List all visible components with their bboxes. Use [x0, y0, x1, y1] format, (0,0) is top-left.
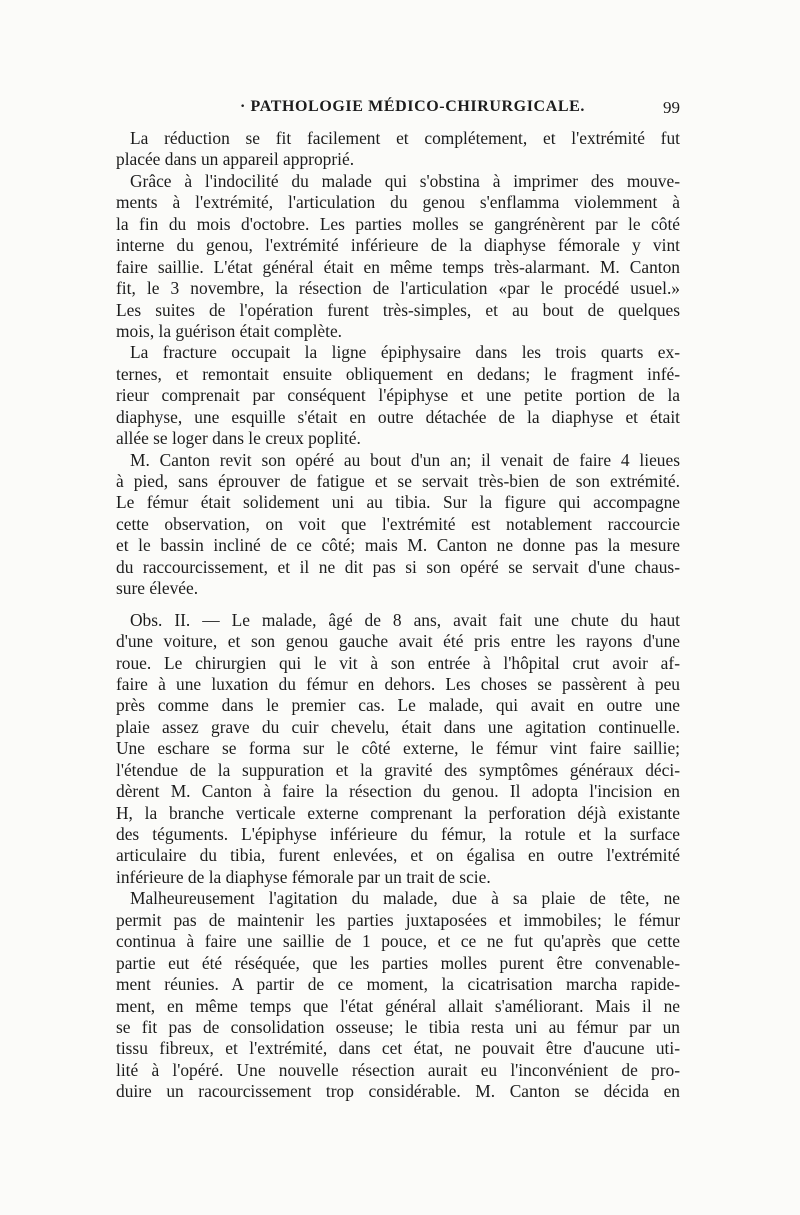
text-line: des téguments. L'épiphyse inférieure du fémur, la rotule et la surface: [116, 824, 680, 844]
text-line: H, la branche verticale externe comprenant la perforation déjà existante: [116, 802, 680, 823]
text-line: La réduction se fit facilement et complétement, et l'extrémité fut: [130, 128, 680, 148]
text-line: et le bassin incliné de ce côté; mais M. Canton ne donne pas la mesure: [116, 535, 680, 556]
text-line: rieur comprenait par conséquent l'épiphyse et une petite portion de la: [116, 385, 680, 406]
paragraph-malheureusement: [116, 888, 680, 1102]
text-line: mois, la guérison était complète.: [116, 320, 343, 341]
text-line: duire un racourcissement trop considérable. M. Canton se décida en: [116, 1081, 680, 1102]
text-line: roue. Le chirurgien qui le vit à son entrée à l'hôpital crut avoir af-: [116, 652, 680, 673]
text-line: du raccourcissement, et il ne dit pas si son opéré se servait d'une chaus-: [116, 556, 680, 577]
text-line: Les suites de l'opération furent très-simples, et au bout de quelques: [116, 299, 680, 320]
paragraph-indocilite: [116, 171, 680, 343]
text-line: Malheureusement l'agitation du malade, due à sa plaie de tête, ne: [130, 888, 680, 909]
body-text: [116, 128, 680, 1103]
page-number: 99: [663, 98, 680, 117]
text-line: ments à l'extrémité, l'articulation du genou s'enflamma violemment à: [116, 192, 680, 213]
text-line: ment réunies. A partir de ce moment, la cicatrisation marcha rapide-: [116, 974, 680, 995]
paragraph-revit: [116, 450, 680, 600]
text-line: faire saillie. L'état général était en même temps très-alarmant. M. Canton: [116, 256, 680, 277]
text-line: Le fémur était solidement uni au tibia. Sur la figure qui accompagne: [116, 492, 680, 513]
text-line: cette observation, on voit que l'extrémité est notablement raccourcie: [116, 513, 680, 534]
text-line: ment, en même temps que l'état général allait s'améliorant. Mais il ne: [116, 995, 680, 1016]
paragraph-obs-2: [116, 610, 680, 889]
text-line: la fin du mois d'octobre. Les parties molles se gangrénèrent par le côté: [116, 213, 680, 234]
text-line: dèrent M. Canton à faire la résection du genou. Il adopta l'incision en: [116, 781, 680, 802]
text-line: Grâce à l'indocilité du malade qui s'obstina à imprimer des mouve-: [130, 170, 680, 191]
section-gap: [116, 600, 680, 610]
text-line: allée se loger dans le creux poplité.: [116, 428, 361, 449]
text-line: interne du genou, l'extrémité inférieure de la diaphyse fémorale y vint: [116, 235, 680, 256]
text-line: ternes, et remontait ensuite obliquement en dedans; le fragment infé-: [116, 363, 680, 384]
paragraph-fracture: [116, 342, 680, 449]
text-line: plaie assez grave du cuir chevelu, était dans une agitation continuelle.: [116, 716, 680, 737]
text-line: La fracture occupait la ligne épiphysaire dans les trois quarts ex-: [130, 342, 680, 363]
text-line: lité à l'opéré. Une nouvelle résection aurait eu l'inconvénient de pro-: [116, 1059, 680, 1080]
text-line: Obs. II. — Le malade, âgé de 8 ans, avait fait une chute du haut: [130, 609, 680, 630]
text-line: faire à une luxation du fémur en dehors. Les choses se passèrent à peu: [116, 673, 680, 694]
text-line: l'étendue de la suppuration et la gravité des symptômes généraux déci-: [116, 759, 680, 780]
text-line: continua à faire une saillie de 1 pouce, et ce ne fut qu'après que cette: [116, 931, 680, 952]
text-line: sure élevée.: [116, 578, 199, 599]
text-line: à pied, sans éprouver de fatigue et se servait très-bien de son extrémité.: [116, 471, 680, 491]
text-line: permit pas de maintenir les parties juxtaposées et immobiles; le fémur: [116, 909, 680, 930]
running-head: · PATHOLOGIE MÉDICO-CHIRURGICALE.: [240, 98, 586, 115]
text-line: partie eut été réséquée, que les parties molles purent être convenable-: [116, 952, 680, 973]
text-line: diaphyse, une esquille s'était en outre détachée de la diaphyse et était: [116, 406, 680, 427]
text-line: se fit pas de consolidation osseuse; le tibia resta uni au fémur par un: [116, 1016, 680, 1037]
text-line: près comme dans le premier cas. Le malade, qui avait en outre une: [116, 695, 680, 716]
text-line: placée dans un appareil approprié.: [116, 149, 355, 170]
text-line: d'une voiture, et son genou gauche avait été pris entre les rayons d'une: [116, 631, 680, 652]
text-line: articulaire du tibia, furent enlevées, et on égalisa en outre l'extrémité: [116, 845, 680, 866]
text-line: inférieure de la diaphyse fémorale par un trait de scie.: [116, 866, 491, 887]
text-line: M. Canton revit son opéré au bout d'un an; il venait de faire 4 lieues: [130, 449, 680, 470]
text-line: Une eschare se forma sur le côté externe, le fémur vint faire saillie;: [116, 738, 680, 759]
paragraph-reduction: [116, 128, 680, 171]
text-line: fit, le 3 novembre, la résection de l'articulation «par le procédé usuel.»: [116, 278, 680, 299]
page-header: [116, 98, 680, 126]
text-line: tissu fibreux, et l'extrémité, dans cet état, ne pouvait être d'aucune uti-: [116, 1038, 680, 1059]
